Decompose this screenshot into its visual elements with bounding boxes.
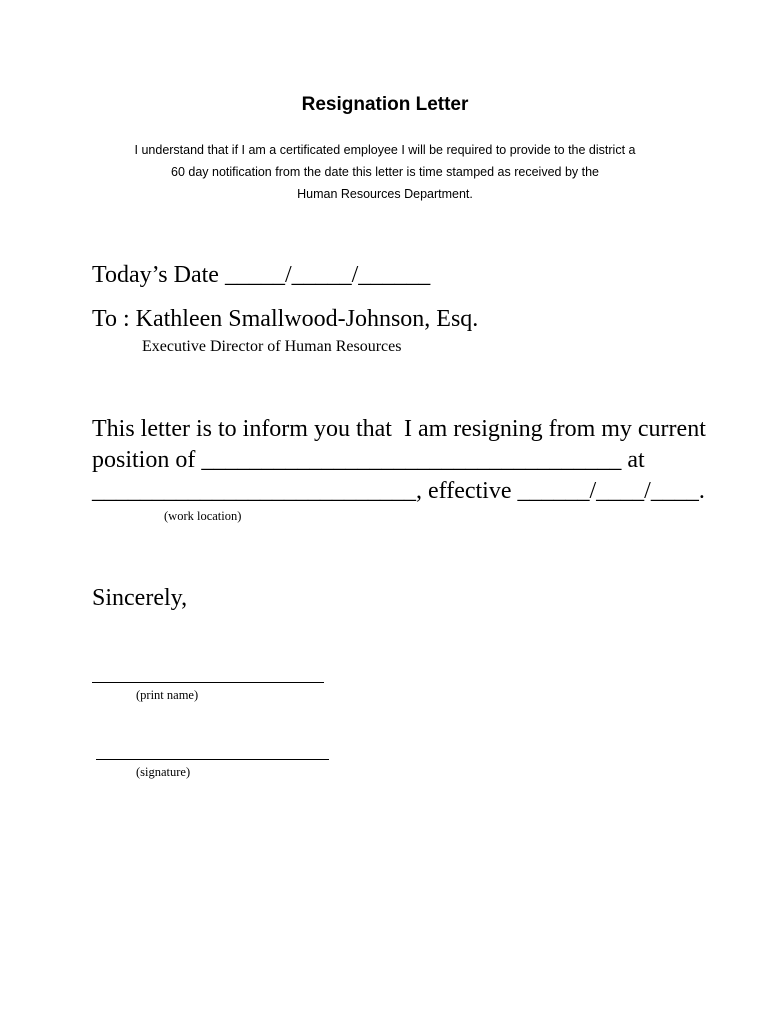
closing-salutation: Sincerely, <box>92 585 188 611</box>
intro-line-1: I understand that if I am a certificated employee I will be required to provide to the district a <box>134 143 636 157</box>
print-name-line <box>92 682 324 683</box>
intro-line-2: 60 day notification from the date this letter is time stamped as received by the <box>171 165 599 179</box>
recipient-role: Executive Director of Human Resources <box>142 338 402 355</box>
recipient-line: To : Kathleen Smallwood-Johnson, Esq. <box>92 306 479 332</box>
intro-line-3: Human Resources Department. <box>297 187 473 201</box>
body-line-2-position-field: position of ___________________________________ at <box>92 447 645 473</box>
print-name-caption: (print name) <box>136 688 199 702</box>
todays-date-field: Today’s Date _____/_____/______ <box>92 262 431 288</box>
document-title: Resignation Letter <box>301 94 469 115</box>
work-location-caption: (work location) <box>164 509 242 523</box>
signature-line <box>96 759 329 760</box>
body-line-1: This letter is to inform you that I am resigning from my current <box>92 416 706 442</box>
signature-caption: (signature) <box>136 765 191 779</box>
body-line-3-effective-date-field: ___________________________, effective ______/____/____. <box>92 478 705 504</box>
